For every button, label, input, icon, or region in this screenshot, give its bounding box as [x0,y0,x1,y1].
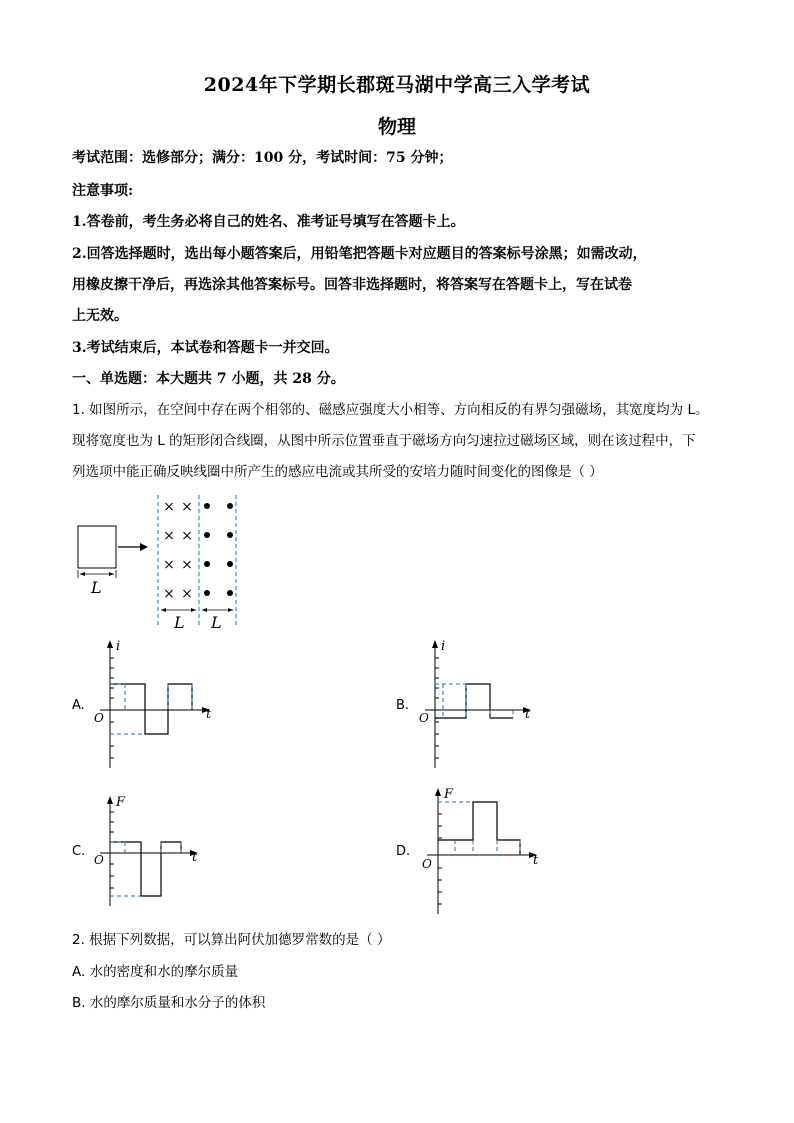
out-dot [204,532,210,538]
out-dot [227,590,233,596]
notice-3: 3.考试结束后，本试卷和答题卡一并交回。 [72,340,339,356]
exam-scope: 考试范围：选修部分；满分：100 分，考试时间：75 分钟； [72,150,453,166]
option-c-label[interactable]: C. [72,844,86,859]
into-symbol: × [163,528,175,544]
into-symbol: × [163,586,175,602]
option-b-label[interactable]: B. [396,698,410,713]
out-dot [204,590,210,596]
option-b-curve [435,684,513,718]
option-b-origin: O [419,711,429,725]
field-width-label-2: L [211,613,222,632]
notice-2-line1: 2.回答选择题时，选出每小题答案后，用铅笔把答题卡对应题目的答案标号涂黑；如需改动， [72,246,647,262]
notice-2-line2: 用橡皮擦干净后，再选涂其他答案标号。回答非选择题时，将答案写在答题卡上，写在试卷 [72,277,632,293]
option-c-curve [110,842,181,896]
option-a-axis-x: t [206,707,212,722]
option-d-origin: O [422,857,432,871]
out-dot [204,561,210,567]
option-d-label[interactable]: D. [396,844,411,859]
option-c-axis-y: F [116,795,126,810]
section-heading: 一、单选题：本大题共 7 小题，共 28 分。 [72,371,345,387]
option-a-axis-y: i [116,639,121,654]
q1-field-figure [70,490,270,635]
exam-title: 2024年下学期长郡斑马湖中学高三入学考试 [203,74,591,96]
out-dot [227,561,233,567]
exam-subject: 物理 [377,116,416,138]
option-d-graph[interactable] [413,784,548,919]
option-b-axis-x: t [525,707,531,722]
out-dot [227,503,233,509]
option-c-origin: O [94,853,104,867]
option-c-graph[interactable] [88,790,218,910]
option-a-origin: O [94,711,104,725]
option-b-graph[interactable] [413,638,548,773]
into-symbol: × [181,499,193,515]
option-d-axis-x: t [533,853,539,868]
q1-stem-line1: 1. 如图所示，在空间中存在两个相邻的、磁感应强度大小相等、方向相反的有界匀强磁场，其宽度均为 L。 [72,402,709,418]
option-d-curve [438,802,520,855]
q2-option-b[interactable]: B. 水的摩尔质量和水分子的体积 [72,995,266,1011]
coil-rect [78,526,116,568]
q2-stem: 2. 根据下列数据，可以算出阿伏加德罗常数的是（ ） [72,932,391,948]
field-width-label-1: L [174,613,185,632]
field-into-page [163,499,193,602]
into-symbol: × [181,586,193,602]
out-dot [227,532,233,538]
option-a-label[interactable]: A. [72,698,85,713]
option-d-axis-y: F [444,787,454,802]
out-dot [204,503,210,509]
q2-option-a[interactable]: A. 水的密度和水的摩尔质量 [72,964,239,980]
option-a-curve [110,684,192,734]
into-symbol: × [163,499,175,515]
into-symbol: × [181,557,193,573]
velocity-arrowhead [140,543,148,551]
q1-stem-line3: 列选项中能正确反映线圈中所产生的感应电流或其所受的安培力随时间变化的图像是（ ） [72,464,603,480]
option-a-graph[interactable] [88,638,223,773]
into-symbol: × [181,528,193,544]
option-c-axis-x: t [192,850,198,865]
notice-1: 1.答卷前，考生务必将自己的姓名、准考证号填写在答题卡上。 [72,214,465,230]
q1-stem-line2: 现将宽度也为 L 的矩形闭合线圈，从图中所示位置垂直于磁场方向匀速拉过磁场区域，则在该过程中，下 [72,433,696,449]
notice-heading: 注意事项: [72,183,134,199]
field-out-of-page [204,503,233,596]
notice-2-line3: 上无效。 [72,308,128,324]
option-b-axis-y: i [441,639,446,654]
into-symbol: × [163,557,175,573]
coil-width-label: L [91,578,102,597]
